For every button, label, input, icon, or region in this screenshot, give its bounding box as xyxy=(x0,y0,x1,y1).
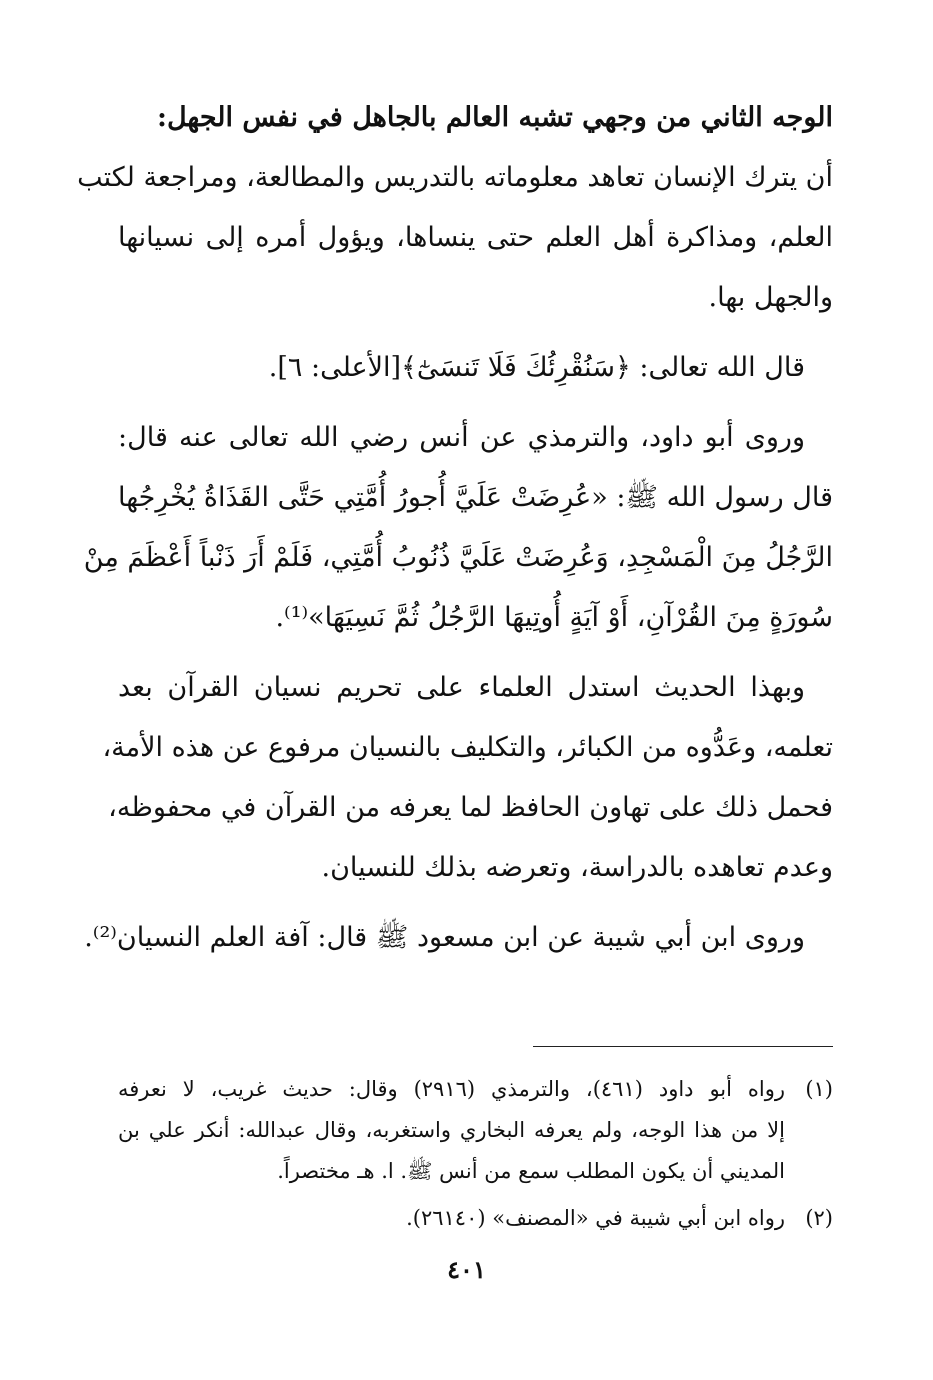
footnote-text: رواه ابن أبي شيبة في «المصنف» (٢٦١٤٠). xyxy=(406,1206,785,1230)
paragraph-line: والجهل بها. xyxy=(708,282,833,313)
paragraph-line: وروى أبو داود، والترمذي عن أنس رضي الله تعالى عنه قال: xyxy=(118,422,805,453)
paragraph-line: تعلمه، وعَدُّوه من الكبائر، والتكليف بالنسيان مرفوع عن هذه الأمة، xyxy=(102,732,833,763)
hadith-line: سُورَةٍ مِنَ القُرْآنِ، أَوْ آيَةٍ أُوتِيهَا الرَّجُلُ ثُمَّ نَسِيَهَا»⁽¹⁾. xyxy=(275,602,833,633)
footnote-number: (١) xyxy=(805,1077,833,1101)
footnote-text: رواه أبو داود (٤٦١)، والترمذي (٢٩١٦) وقال: حديث غريب، لا نعرفه xyxy=(118,1077,785,1101)
footnote-2 xyxy=(118,1198,833,1239)
paragraph-line: أن يترك الإنسان تعاهد معلوماته بالتدريس والمطالعة، ومراجعة لكتب xyxy=(77,162,833,193)
footnote-line xyxy=(118,1198,833,1239)
paragraph-line: العلم، ومذاكرة أهل العلم حتى ينساها، ويؤول أمره إلى نسيانها xyxy=(118,222,833,253)
paragraph-line: فحمل ذلك على تهاون الحافظ لما يعرفه من القرآن في محفوظه، xyxy=(108,792,833,823)
hadith-line: قال رسول الله ﷺ: «عُرِضَتْ عَلَيَّ أُجورُ أُمَّتِي حَتَّى القَذَاةُ يُخْرِجُها xyxy=(118,482,833,513)
footnote-line: إلا من هذا الوجه، ولم يعرفه البخاري واستغربه، وقال عبدالله: أنكر علي بن xyxy=(118,1118,785,1142)
paragraph-3 xyxy=(102,658,833,898)
paragraph-1 xyxy=(77,148,833,328)
paragraph-2 xyxy=(83,408,833,648)
quran-quote: قال الله تعالى: ﴿سَنُقْرِئُكَ فَلَا تَنسَىٰٓ﴾[الأعلى: ٦]. xyxy=(268,352,805,383)
footnote-line xyxy=(118,1069,833,1110)
footnote-1 xyxy=(118,1069,833,1192)
paragraph-line: وبهذا الحديث استدل العلماء على تحريم نسيان القرآن بعد xyxy=(118,672,805,703)
paragraph-line: وعدم تعاهده بالدراسة، وتعرضه بذلك للنسيان. xyxy=(321,852,833,883)
footnote-line: المديني أن يكون المطلب سمع من أنس ﷺ. ا. هـ مختصراً. xyxy=(277,1159,785,1183)
page-number: ٤٠١ xyxy=(447,1255,486,1284)
footnote-separator xyxy=(533,1046,833,1047)
paragraph-4: وروى ابن أبي شيبة عن ابن مسعود ﷺ قال: آفة العلم النسيان⁽²⁾. xyxy=(84,922,805,953)
footnotes xyxy=(118,1069,833,1239)
section-heading: الوجه الثاني من وجهي تشبه العالم بالجاهل في نفس الجهل: xyxy=(157,102,833,133)
hadith-line: الرَّجُلُ مِنَ الْمَسْجِدِ، وَعُرِضَتْ عَلَيَّ ذُنُوبُ أُمَّتِي، فَلَمْ أَرَ ذَنْباً أَعْظَمَ مِنْ xyxy=(83,542,833,573)
footnote-number: (٢) xyxy=(805,1206,833,1230)
